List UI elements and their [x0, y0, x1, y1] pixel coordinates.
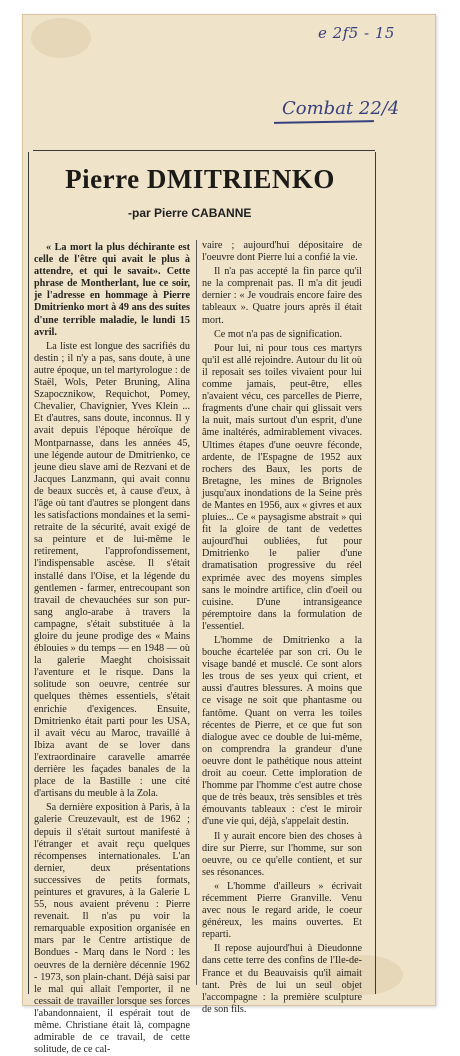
byline-text: par Pierre CABANNE	[132, 206, 252, 220]
right-paragraph-3: Ce mot n'a pas de signification.	[214, 328, 343, 340]
right-paragraph-1: vaire ; aujourd'hui dépositaire de l'oeuvre dont Pierre lui a confié la vie.	[202, 240, 362, 264]
article-byline: -par Pierre CABANNE	[128, 206, 252, 220]
right-paragraph-2: Il n'a pas accepté la fin parce qu'il ne la comprenait pas. Il m'a dit jeudi dernier : « Je voudrais encore faire des tableaux ». Quatre jours après il était mort.	[202, 266, 362, 326]
left-paragraph-3: Sa dernière exposition à Paris, à la galerie Creuzevault, est de 1962 ; depuis il s'était surtout manifesté à l'étranger et avait reçu quelques récompenses internationales. L'an dernier, deux présentations successives de petits formats, peintures et gravures, à la Galerie L 55, nous avaient prévenu : Pierre revenait. Il n'as pu voir la remarquable exposition organisée en mars par le Centre artistique de Bondues - Marq dans le Nord : les oeuvres de la dernière décennie 1962 - 1973, son plain-chant. Déjà saisi par le mal qui allait l'emporter, il ne cessait de travailler lorsque ses forces l'abandonnaient, il espérait tout de même. Christiane était là, compagne admirable de ce travail, de cette solitude, de ce cal-	[34, 802, 190, 1056]
article-top-rule	[33, 150, 375, 151]
left-paragraph-1: « La mort la plus déchirante est celle de l'être qui avait le plus à attendre, et qui le savait». Cette phrase de Montherlant, lue ce soir, je l'adresse en hommage à Pierre Dmitrienko mort à 49 ans des suites d'une terrible maladie, le lundi 15 avril.	[34, 242, 190, 338]
right-paragraph-7: « L'homme d'ailleurs » écrivait récemment Pierre Granville. Venu avec nous le regard aride, le coeur généreux, les mains ouvertes. Et reparti.	[202, 880, 362, 941]
column-divider	[196, 240, 197, 985]
right-paragraph-5: L'homme de Dmitrienko a la bouche écartelée par son cri. Ou le visage bandé et musclé. Ce sont alors les trous de ses yeux qui crient, et aussi d'autres blessures. A moins que ce visage ne soit que phantasme ou fantôme. Quant on verra les toiles récentes de Pierre, et ce que fut son dialogue avec ce double de lui-même, on comprendra la grandeur d'une oeuvre dont le pathétique nous atteint droit au coeur. Cette imploration de l'homme par l'homme c'est autre chose que de très beaux, très sensibles et très émouvants tableaux : c'est le miroir d'une vie qui, déjà, s'appelait destin.	[202, 635, 362, 828]
paper-stain	[31, 18, 91, 58]
left-paragraph-2: La liste est longue des sacrifiés du destin ; il n'y a pas, sans doute, à une autre époque, un tel martyrologue : de Staël, Wols, Peter Bruning, Alina Szapocznikow, Requichot, Pomey, Chevalier, Chavignier, Yves Klein ... Et d'autres, sans doute, inconnus. Il y avait depuis l'époque héroïque de Montparnasse, dans les années 45, une légende autour de Dmitrienko, ce jeune dieu slave ami de Rezvani et de Jacques Lanzmann, qui avait connu de beaux succès et, à cause d'eux, à l'âge où tant d'autres se plongent dans les satisfactions mondaines et la semi-retraite de la sécurité, avait exigé de sa peinture et de lui-même le retirement, l'approfondissement, l'indispensable ascèse. Il s'était installé dans l'Oise, et la légende du gentlemen - farmer, entrecoupant son travail de chevauchées sur son pur-sang anglo-arabe à travers la campagne, s'était substituée à la gloire du jeune prodige des « Mains éblouies » du temps — en 1948 — où la galerie Maeght choisissait l'aventure et le risque. Dans la solitude son oeuvre, centrée sur quelques thèmes essentiels, s'était enrichie d'exigences. Ensuite, Dmitrienko était parti pour les USA, il avait vécu au Maroc, travaillé à Ibiza avant de se lover dans l'extraordinaire caravelle amarrée derrière les façades banales de la place de la Bastille : une cité d'artisans du meuble à la Zola.	[34, 340, 190, 800]
right-paragraph-8: Il repose aujourd'hui à Dieudonne dans cette terre des confins de l'Ile-de-France et du Beauvaisis qu'il aimait tant. Près de lui un seul objet l'accompagne : la première sculpture de son fils.	[202, 943, 362, 1015]
right-paragraph-6: Il y aurait encore bien des choses à dire sur Pierre, sur l'homme, sur son oeuvre, ou ce qu'elle contient, et sur ses résonances.	[202, 830, 362, 878]
article-right-column	[202, 240, 362, 1016]
handwritten-reference: e 2f5 - 15	[318, 24, 395, 42]
article-left-column	[34, 242, 190, 1056]
right-paragraph-4: Pour lui, ni pour tous ces martyrs qu'il est allé rejoindre. Autour du lit où il reposait ses toiles vivaient pour lui comme jamais, peut-être, elles n'avaient vécu, ces parcelles de Pierre, fragments d'une chair qui glissait vers la nuit, mais surtout d'un esprit, d'une âme inaltérés, admirablement vivaces. Ultimes étapes d'une oeuvre féconde, ardente, de l'Espagne de 1952 aux rochers des Baux, les ports de Bretagne, les mines de Brignoles jusqu'aux inondations de la Seine près de Mantes en 1956, aux « givres et aux pluies... Ce « paysagisme abstrait » qui fit la gloire de tant de vedettes aujourd'hui oubliées, fut pour Dmitrienko le palier d'une dramatisation progressive du réel exprimée avec des moyens simples sans le moindre artifice, clin d'oeil ou cuisine. D'une intransigeance péremptoire dans la formulation de l'essentiel.	[202, 342, 362, 632]
handwritten-source-note: Combat 22/4	[282, 98, 400, 119]
article-title: Pierre DMITRIENKO	[65, 164, 335, 194]
